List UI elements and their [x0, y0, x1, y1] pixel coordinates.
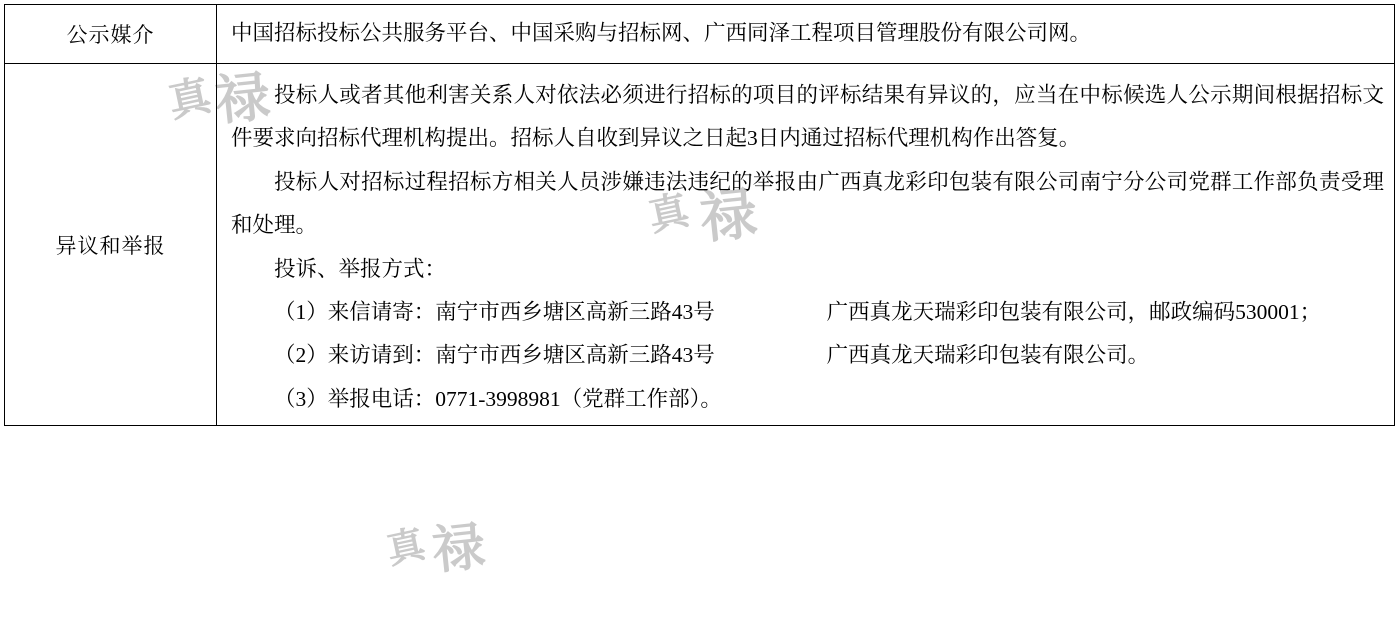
visit-address-part2: 广西真龙天瑞彩印包装有限公司。 — [826, 343, 1150, 368]
table-row-objection — [5, 63, 1395, 425]
watermark-stamp-1: 真 — [163, 70, 216, 127]
row-content-media — [217, 5, 1395, 64]
mail-address-part1: （1）来信请寄：南宁市西乡塘区高新三路43号 — [274, 300, 715, 325]
objection-paragraph-4 — [231, 291, 1384, 334]
announcement-table — [4, 4, 1395, 426]
watermark-stamp-3: 真 — [644, 186, 694, 241]
table-row-media — [5, 5, 1395, 64]
watermark-stamp-6: 禄 — [429, 515, 488, 582]
mail-address-part2: 广西真龙天瑞彩印包装有限公司，邮政编码530001； — [826, 300, 1322, 325]
objection-paragraph-6: （3）举报电话：0771-3998981（党群工作部）。 — [274, 386, 722, 411]
watermark-stamp-2: 禄 — [212, 63, 273, 133]
visit-address-part1: （2）来访请到：南宁市西乡塘区高新三路43号 — [274, 343, 715, 368]
objection-paragraph-1: 投标人或者其他利害关系人对依法必须进行招标的项目的评标结果有异议的，应当在中标候选人公示期间根据招标文件要求向招标代理机构提出。招标人自收到异议之日起3日内通过招标代理机构作出答复。 — [231, 82, 1384, 151]
watermark-stamp-4: 禄 — [697, 180, 760, 252]
media-paragraph: 中国招标投标公共服务平台、中国采购与招标网、广西同泽工程项目管理股份有限公司网。 — [231, 21, 1092, 45]
watermark-stamp-5: 真 — [382, 520, 429, 573]
objection-paragraph-3: 投诉、举报方式： — [274, 256, 447, 281]
objection-paragraph-2: 投标人对招标过程招标方相关人员涉嫌违法违纪的举报由广西真龙彩印包装有限公司南宁分公司党群工作部负责受理和处理。 — [231, 169, 1384, 238]
row-label-media: 公示媒介 — [5, 5, 217, 64]
row-content-objection — [217, 63, 1395, 425]
row-label-objection: 异议和举报 — [5, 63, 217, 425]
objection-paragraph-5 — [231, 334, 1384, 377]
